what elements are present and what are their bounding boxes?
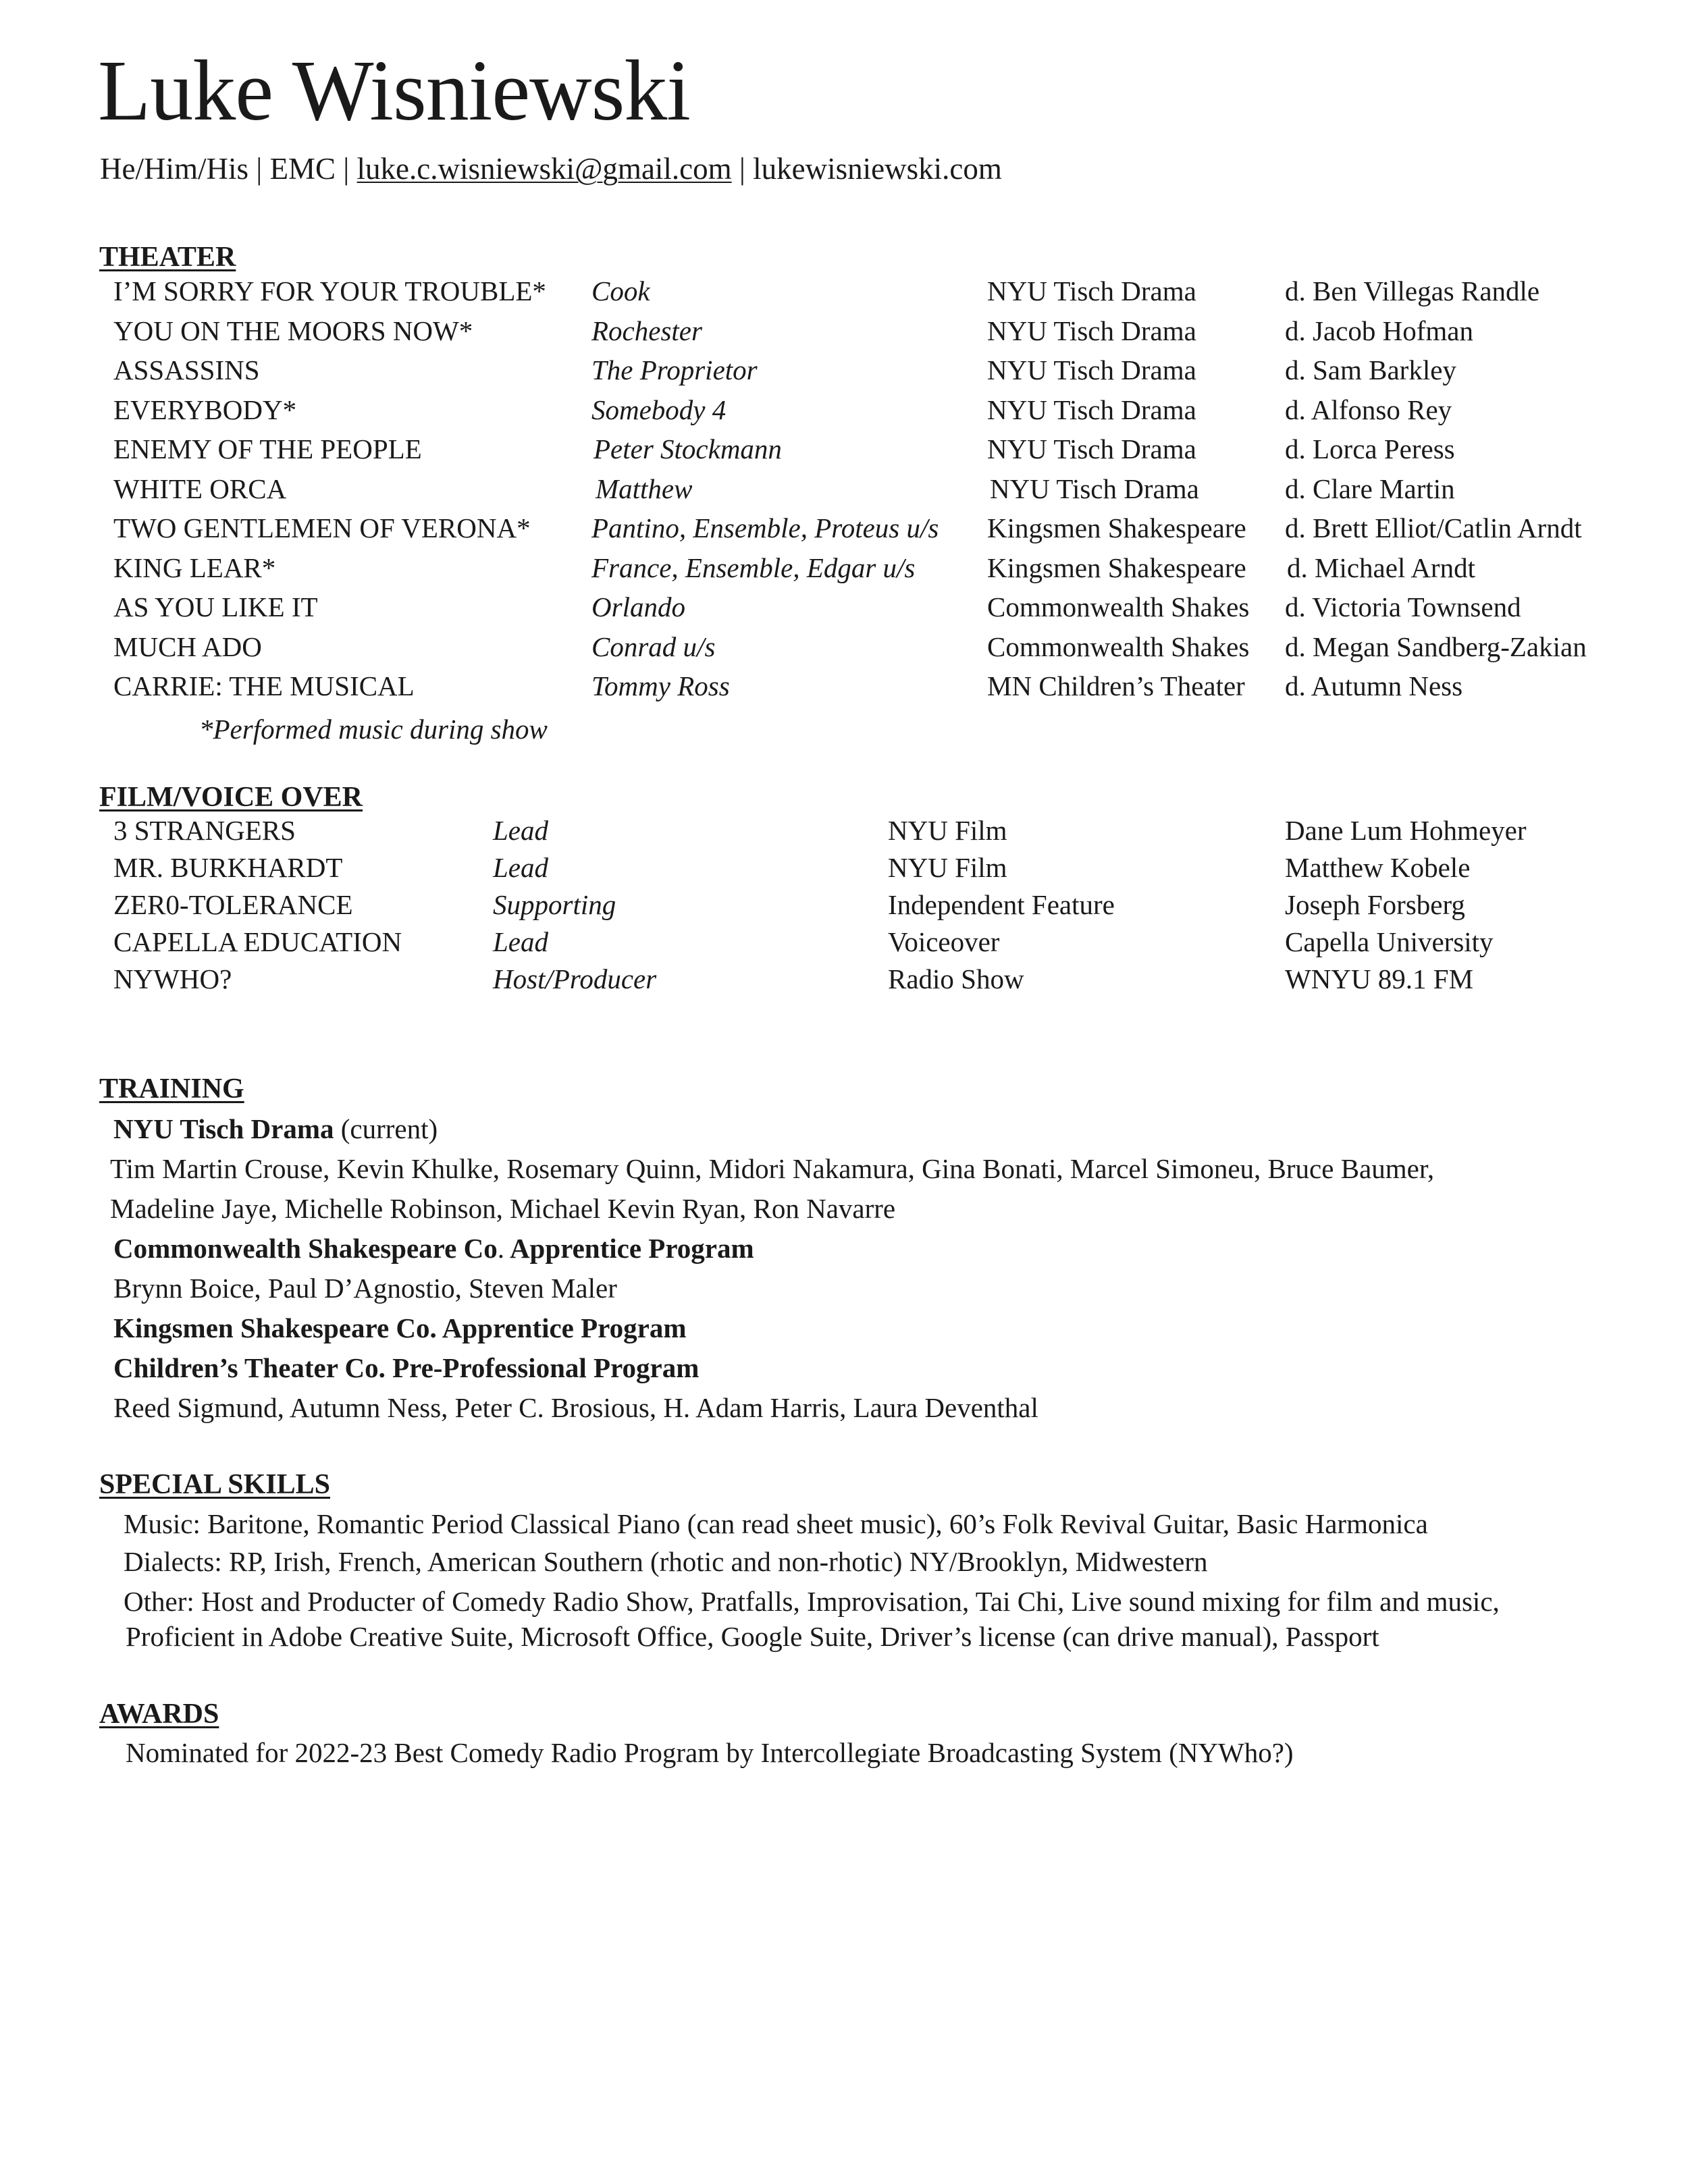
credit-row (0, 317, 1688, 355)
credit-row (0, 593, 1688, 631)
credit-title: EVERYBODY* (113, 394, 297, 425)
credit-role: Lead (493, 815, 548, 846)
credit-title: ENEMY OF THE PEOPLE (113, 433, 422, 464)
credit-title: CAPELLA EDUCATION (113, 926, 402, 957)
credit-director: d. Brett Elliot/Catlin Arndt (1285, 512, 1582, 543)
credit-role: Lead (493, 852, 548, 883)
credit-row (0, 928, 1688, 966)
credit-company: Commonwealth Shakes (987, 631, 1250, 662)
training-nyu-teachers: Madeline Jaye, Michelle Robinson, Michael Kevin Ryan, Ron Navarre (110, 1193, 896, 1224)
training-commonwealth: Commonwealth Shakespeare Co. Apprentice Program (113, 1233, 754, 1264)
skills-other-continued: Proficient in Adobe Creative Suite, Microsoft Office, Google Suite, Driver’s license (can drive manual), Passport (126, 1621, 1379, 1652)
credit-director: Matthew Kobele (1285, 852, 1471, 883)
credit-row (0, 965, 1688, 1003)
credit-director: d. Alfonso Rey (1285, 394, 1452, 425)
credit-company: Independent Feature (888, 889, 1115, 920)
credit-director: d. Ben Villegas Randle (1285, 275, 1540, 307)
credit-company: NYU Tisch Drama (990, 473, 1199, 504)
credit-role: Host/Producer (493, 963, 657, 994)
credit-row (0, 554, 1688, 592)
credit-row (0, 854, 1688, 892)
credit-title: CARRIE: THE MUSICAL (113, 670, 415, 701)
credit-role: France, Ensemble, Edgar u/s (591, 552, 916, 583)
credit-director: d. Autumn Ness (1285, 670, 1463, 701)
credit-company: Commonwealth Shakes (987, 591, 1250, 622)
credit-row (0, 396, 1688, 434)
credit-row (0, 435, 1688, 473)
credit-row (0, 633, 1688, 671)
credit-director: Dane Lum Hohmeyer (1285, 815, 1527, 846)
website-link[interactable]: lukewisniewski.com (753, 152, 1002, 186)
credit-director: d. Clare Martin (1285, 473, 1455, 504)
credit-role: Orlando (591, 591, 685, 622)
training-heading: TRAINING (99, 1073, 244, 1104)
credit-title: KING LEAR* (113, 552, 276, 583)
credit-role: The Proprietor (591, 354, 758, 385)
credit-director: d. Sam Barkley (1285, 354, 1456, 385)
credit-role: Somebody 4 (591, 394, 727, 425)
credit-director: d. Megan Sandberg-Zakian (1285, 631, 1587, 662)
awards-heading: AWARDS (99, 1699, 219, 1730)
credit-title: AS YOU LIKE IT (113, 591, 318, 622)
credit-row (0, 514, 1688, 552)
credit-company: NYU Tisch Drama (987, 354, 1196, 385)
credit-company: Radio Show (888, 963, 1024, 994)
credit-director: Capella University (1285, 926, 1494, 957)
training-nyu-teachers: Tim Martin Crouse, Kevin Khulke, Rosemary Quinn, Midori Nakamura, Gina Bonati, Marcel Simoneu, Bruce Baumer, (110, 1153, 1435, 1184)
credit-company: NYU Tisch Drama (987, 433, 1196, 464)
credit-role: Tommy Ross (591, 670, 730, 701)
credit-title: YOU ON THE MOORS NOW* (113, 315, 473, 346)
pronouns: He/Him/His (100, 152, 248, 186)
credit-role: Lead (493, 926, 548, 957)
award-item: Nominated for 2022-23 Best Comedy Radio Program by Intercollegiate Broadcasting System (NYWho?) (126, 1737, 1294, 1768)
credit-title: ASSASSINS (113, 354, 260, 385)
training-childrens-theater: Children’s Theater Co. Pre-Professional Program (113, 1352, 700, 1383)
credit-company: NYU Film (888, 815, 1007, 846)
credit-title: TWO GENTLEMEN OF VERONA* (113, 512, 531, 543)
credit-row (0, 891, 1688, 929)
credit-company: NYU Tisch Drama (987, 394, 1196, 425)
credit-company: NYU Tisch Drama (987, 275, 1196, 307)
training-nyu: NYU Tisch Drama (current) (113, 1113, 438, 1144)
credit-row (0, 475, 1688, 513)
credit-title: MR. BURKHARDT (113, 852, 343, 883)
credit-title: WHITE ORCA (113, 473, 287, 504)
credit-role: Rochester (591, 315, 702, 346)
credit-role: Matthew (596, 473, 693, 504)
credit-role: Supporting (493, 889, 616, 920)
skills-dialects: Dialects: RP, Irish, French, American Southern (rhotic and non-rhotic) NY/Brooklyn, Midwestern (124, 1546, 1208, 1577)
credit-director: d. Michael Arndt (1287, 552, 1475, 583)
credit-role: Conrad u/s (591, 631, 716, 662)
credit-title: NYWHO? (113, 963, 232, 994)
resume-name: Luke Wisniewski (98, 43, 690, 138)
training-childrens-teachers: Reed Sigmund, Autumn Ness, Peter C. Brosious, H. Adam Harris, Laura Deventhal (113, 1392, 1038, 1423)
credit-director: d. Victoria Townsend (1285, 591, 1521, 622)
email-link[interactable]: luke.c.wisniewski@gmail.com (357, 152, 732, 186)
credit-company: Voiceover (888, 926, 1000, 957)
credit-title: I’M SORRY FOR YOUR TROUBLE* (113, 275, 546, 307)
credit-row (0, 277, 1688, 315)
skills-heading: SPECIAL SKILLS (99, 1469, 330, 1500)
credit-company: NYU Film (888, 852, 1007, 883)
film-heading: FILM/VOICE OVER (99, 782, 363, 813)
credit-title: 3 STRANGERS (113, 815, 296, 846)
credit-company: Kingsmen Shakespeare (987, 552, 1246, 583)
skills-other: Other: Host and Producter of Comedy Radio Show, Pratfalls, Improvisation, Tai Chi, Live sound mixing for film and music, (124, 1586, 1500, 1617)
credit-director: d. Lorca Peress (1285, 433, 1455, 464)
credit-title: MUCH ADO (113, 631, 262, 662)
credit-role: Peter Stockmann (594, 433, 782, 464)
skills-music: Music: Baritone, Romantic Period Classical Piano (can read sheet music), 60’s Folk Revival Guitar, Basic Harmonica (124, 1508, 1428, 1539)
credit-company: MN Children’s Theater (987, 670, 1245, 701)
credit-director: Joseph Forsberg (1285, 889, 1465, 920)
contact-line: He/Him/His | EMC | luke.c.wisniewski@gmail.com | lukewisniewski.com (100, 152, 1002, 186)
credit-row (0, 356, 1688, 394)
training-commonwealth-teachers: Brynn Boice, Paul D’Agnostio, Steven Maler (113, 1273, 617, 1304)
credit-row (0, 672, 1688, 710)
credit-director: d. Jacob Hofman (1285, 315, 1473, 346)
credit-role: Cook (591, 275, 650, 307)
credit-company: NYU Tisch Drama (987, 315, 1196, 346)
credit-row (0, 817, 1688, 855)
theater-heading: THEATER (99, 242, 236, 273)
credit-director: WNYU 89.1 FM (1285, 963, 1474, 994)
theater-footnote: *Performed music during show (199, 714, 548, 745)
training-kingsmen: Kingsmen Shakespeare Co. Apprentice Program (113, 1312, 687, 1343)
credit-role: Pantino, Ensemble, Proteus u/s (591, 512, 939, 543)
credit-title: ZER0-TOLERANCE (113, 889, 353, 920)
union-status: EMC (269, 152, 336, 186)
credit-company: Kingsmen Shakespeare (987, 512, 1246, 543)
